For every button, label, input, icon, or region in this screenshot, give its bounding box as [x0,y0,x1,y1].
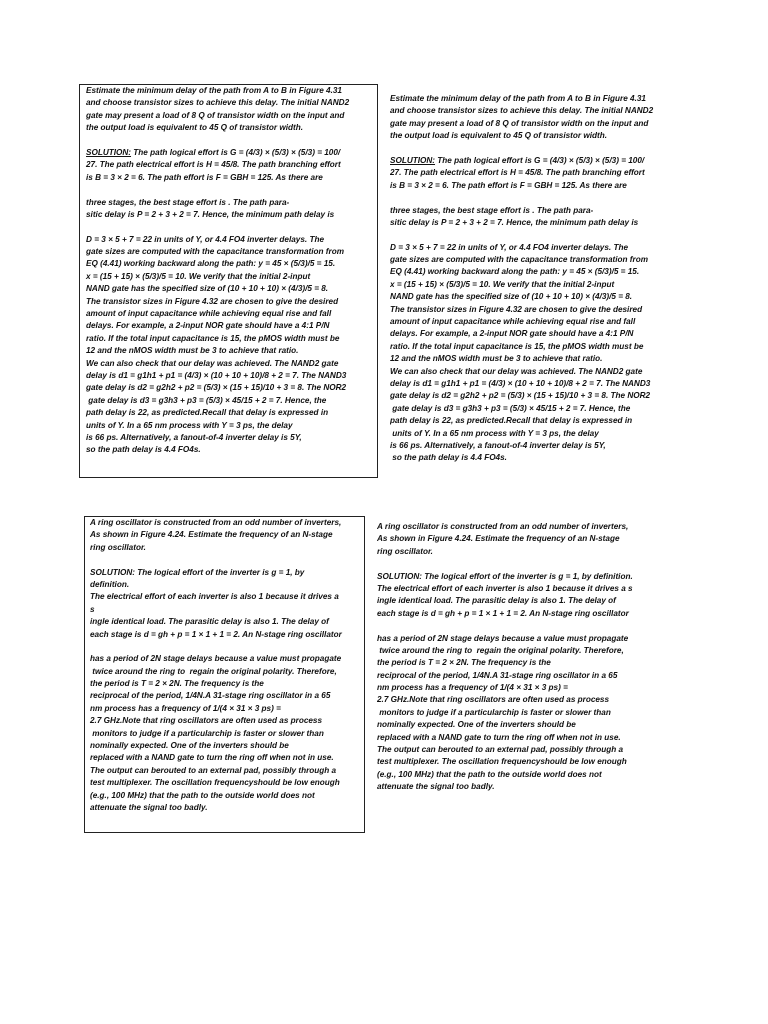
text-line: units of Y. In a 65 nm process with Y = 3 ps, the delay [86,420,293,430]
text-line: test multiplexer. The oscillation frequencyshould be low enough [90,778,340,788]
text-line: is B = 3 × 2 = 6. The path effort is F = GBH = 125. As there are [86,172,323,182]
text-line: ingle identical load. The parasitic delay is also 1. The delay of [90,617,329,627]
text-line: monitors to judge if a particularchip is faster or slower than [377,707,611,717]
text-line: SOLUTION: The logical effort of the inverter is g = 1, by definition. [377,571,633,581]
text-line: 12 and the nMOS width must be 3 to achieve that ratio. [86,346,299,356]
text-line: ring oscillator. [90,542,146,552]
text-line: gate may present a load of 8 Q of transistor width on the input and [390,118,649,128]
text-line: Estimate the minimum delay of the path from A to B in Figure 4.31 [390,94,646,103]
text-line: 2.7 GHz.Note that ring oscillators are often used as process [90,716,323,726]
text-line: 27. The path electrical effort is H = 45/8. The path branching effort [390,168,645,178]
text-line [377,620,677,632]
text-line [86,135,377,147]
text-line: The output can berouted to an external pad, possibly through a [90,765,337,775]
path-delay-box [79,84,378,478]
text-line: each stage is d = gh + p = 1 × 1 + 1 = 2. An N-stage ring oscillator [90,629,342,639]
text-line: Estimate the minimum delay of the path from A to B in Figure 4.31 [86,86,342,95]
text-line: and choose transistor sizes to achieve this delay. The initial NAND2 [86,98,350,108]
text-line: A ring oscillator is constructed from an odd number of inverters, [377,522,629,531]
text-line: EQ (4.41) working backward along the path: y = 45 × (5/3)/5 = 15. [86,259,336,269]
text-line: (e.g., 100 MHz) that the path to the outside world does not [377,769,602,779]
text-line: units of Y. In a 65 nm process with Y = 3 ps, the delay [390,428,599,438]
text-line: SOLUTION: The logical effort of the inverter is g = 1, by [90,567,305,577]
text-line: has a period of 2N stage delays because a value must propagate [90,654,342,664]
text-line: ratio. If the total input capacitance is 15, the pMOS width must be [86,333,340,343]
text-line: As shown in Figure 4.24. Estimate the frequency of an N-stage [90,530,333,540]
text-line: NAND gate has the specified size of (10 + 10 + 10) × (4/3)/5 = 8. [390,292,633,302]
text-line: reciprocal of the period, 1/4N.A 31-stage ring oscillator in a 65 [90,691,331,701]
text-line: delays. For example, a 2-input NOR gate should have a 4:1 P/N [390,329,634,339]
text-line: The electrical effort of each inverter is also 1 because it drives a s [377,583,633,593]
text-line: s [90,604,95,614]
text-line: delays. For example, a 2-input NOR gate should have a 4:1 P/N [86,321,330,331]
text-line: The output can berouted to an external pad, possibly through a [377,745,624,755]
text-line: three stages, the best stage effort is . The path para- [390,205,594,215]
text-line: nm process has a frequency of 1/(4 × 31 × 3 ps) = [377,683,568,693]
text-line: EQ (4.41) working backward along the path: y = 45 × (5/3)/5 = 15. [390,267,640,277]
text-line: x = (15 + 15) × (5/3)/5 = 10. We verify that the initial 2-input [86,271,311,281]
text-line: path delay is 22, as predicted.Recall that delay is expressed in [86,408,329,418]
text-line: gate delay is d2 = g2h2 + p2 = (5/3) × (15 + 15)/10 + 3 = 8. The NOR2 [390,391,651,401]
text-line: 12 and the nMOS width must be 3 to achieve that ratio. [390,354,603,364]
text-line: is 66 ps. Alternatively, a fanout-of-4 inverter delay is 5Y, [86,432,302,442]
text-line: D = 3 × 5 + 7 = 22 in units of Y, or 4.4 FO4 inverter delays. The [86,234,324,244]
text-line: each stage is d = gh + p = 1 × 1 + 1 = 2. An N-stage ring oscillator [377,608,629,618]
text-line: has a period of 2N stage delays because a value must propagate [377,633,629,643]
ring-oscillator-copy [377,521,677,806]
text-line: nominally expected. One of the inverters should be [377,720,576,730]
text-line: sitic delay is P = 2 + 3 + 2 = 7. Hence, the minimum path delay is [390,217,639,227]
text-line [377,558,677,570]
text-line: D = 3 × 5 + 7 = 22 in units of Y, or 4.4 FO4 inverter delays. The [390,242,628,252]
text-line: 27. The path electrical effort is H = 45/8. The path branching effort [86,160,341,170]
text-line [390,192,690,204]
text-line: gate delay is d3 = g3h3 + p3 = (5/3) × 45/15 + 2 = 7. Hence, the [390,403,631,413]
text-line: We can also check that our delay was achieved. The NAND2 gate [390,366,643,376]
path-delay-copy [390,93,690,478]
text-line: replaced with a NAND gate to turn the ring off when not in use. [377,732,621,742]
text-line: path delay is 22, as predicted.Recall that delay is expressed in [390,416,633,426]
text-line: and choose transistor sizes to achieve this delay. The initial NAND2 [390,106,654,116]
text-line [390,143,690,155]
text-line: attenuate the signal too badly. [377,782,495,792]
text-line: SOLUTION: The path logical effort is G = (4/3) × (5/3) × (5/3) = 100/ [86,147,341,157]
text-line: 2.7 GHz.Note that ring oscillators are often used as process [377,695,610,705]
text-line: three stages, the best stage effort is . The path para- [86,197,290,207]
text-line: nominally expected. One of the inverters should be [90,741,289,751]
text-line: ring oscillator. [377,546,433,556]
text-line: gate delay is d3 = g3h3 + p3 = (5/3) × 45/15 + 2 = 7. Hence, the [86,395,327,405]
text-line: amount of input capacitance while achieving equal rise and fall [86,309,332,319]
ring-oscillator-box [84,516,365,833]
text-line: delay is d1 = g1h1 + p1 = (4/3) × (10 + 10 + 10)/8 + 2 = 7. The NAND3 [86,370,347,380]
text-line: twice around the ring to regain the original polarity. Therefore, [377,645,624,655]
text-line [90,554,364,566]
text-line: x = (15 + 15) × (5/3)/5 = 10. We verify that the initial 2-input [390,279,615,289]
text-line: is 66 ps. Alternatively, a fanout-of-4 inverter delay is 5Y, [390,440,606,450]
text-line [90,641,364,653]
text-line: replaced with a NAND gate to turn the ring off when not in use. [90,753,334,763]
text-line: so the path delay is 4.4 FO4s. [86,445,201,455]
text-line: The electrical effort of each inverter is also 1 because it drives a [90,592,339,602]
text-line [86,221,377,233]
text-line: the period is T = 2 × 2N. The frequency is the [90,679,264,689]
text-line: definition. [90,579,130,589]
text-line: nm process has a frequency of 1/(4 × 31 × 3 ps) = [90,703,281,713]
text-line: sitic delay is P = 2 + 3 + 2 = 7. Hence, the minimum path delay is [86,209,335,219]
text-line: the output load is equivalent to 45 Q of transistor width. [390,131,607,141]
text-line: gate sizes are computed with the capacitance transformation from [86,247,344,257]
text-line: the period is T = 2 × 2N. The frequency is the [377,658,551,668]
text-line: is B = 3 × 2 = 6. The path effort is F = GBH = 125. As there are [390,180,627,190]
text-line: reciprocal of the period, 1/4N.A 31-stage ring oscillator in a 65 [377,670,618,680]
text-line: A ring oscillator is constructed from an odd number of inverters, [90,518,342,527]
text-line: ratio. If the total input capacitance is 15, the pMOS width must be [390,341,644,351]
text-line: attenuate the signal too badly. [90,802,208,812]
text-line: (e.g., 100 MHz) that the path to the outside world does not [90,790,315,800]
text-line: gate may present a load of 8 Q of transistor width on the input and [86,110,345,120]
text-line: so the path delay is 4.4 FO4s. [390,453,507,463]
text-line: gate sizes are computed with the capacitance transformation from [390,255,648,265]
text-line: twice around the ring to regain the original polarity. Therefore, [90,666,337,676]
text-line: monitors to judge if a particularchip is faster or slower than [90,728,324,738]
text-line: gate delay is d2 = g2h2 + p2 = (5/3) × (15 + 15)/10 + 3 = 8. The NOR2 [86,383,347,393]
text-line: ingle identical load. The parasitic delay is also 1. The delay of [377,596,616,606]
text-line: NAND gate has the specified size of (10 + 10 + 10) × (4/3)/5 = 8. [86,284,329,294]
text-line: amount of input capacitance while achieving equal rise and fall [390,317,636,327]
text-line: We can also check that our delay was achieved. The NAND2 gate [86,358,339,368]
text-line [390,229,690,241]
text-line: As shown in Figure 4.24. Estimate the frequency of an N-stage [377,534,620,544]
text-line: The transistor sizes in Figure 4.32 are chosen to give the desired [390,304,643,314]
text-line: SOLUTION: The path logical effort is G = (4/3) × (5/3) × (5/3) = 100/ [390,155,645,165]
text-line: the output load is equivalent to 45 Q of transistor width. [86,123,303,133]
text-line [86,184,377,196]
text-line: test multiplexer. The oscillation frequencyshould be low enough [377,757,627,767]
text-line: The transistor sizes in Figure 4.32 are chosen to give the desired [86,296,339,306]
text-line: delay is d1 = g1h1 + p1 = (4/3) × (10 + 10 + 10)/8 + 2 = 7. The NAND3 [390,378,651,388]
